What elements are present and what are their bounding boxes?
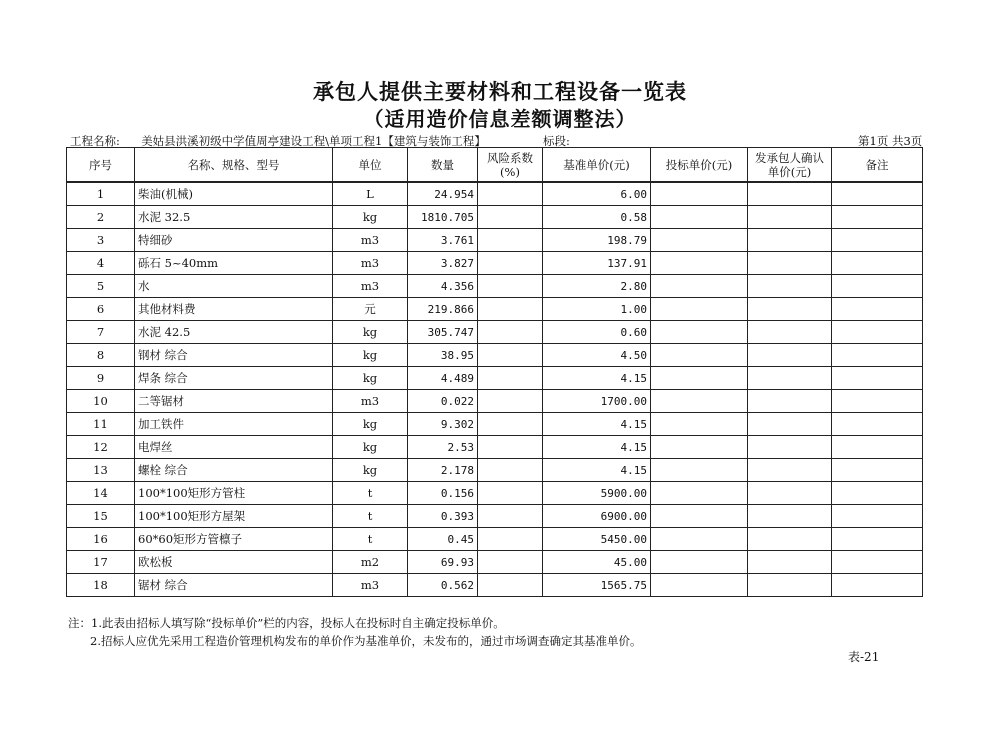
cell-qty: 0.562 xyxy=(408,574,478,597)
cell-unit: 元 xyxy=(333,298,408,321)
cell-remark xyxy=(832,528,923,551)
table-code: 表-21 xyxy=(848,650,880,664)
cell-unit: kg xyxy=(333,459,408,482)
page-title: 承包人提供主要材料和工程设备一览表 xyxy=(313,79,687,104)
table-row xyxy=(67,367,923,390)
cell-no: 7 xyxy=(67,321,135,344)
cell-bid-price xyxy=(651,390,748,413)
cell-qty: 69.93 xyxy=(408,551,478,574)
table-header-row xyxy=(67,148,923,183)
cell-unit: kg xyxy=(333,206,408,229)
cell-bid-price xyxy=(651,551,748,574)
cell-risk xyxy=(478,551,543,574)
cell-bid-price xyxy=(651,436,748,459)
cell-base-price: 4.15 xyxy=(543,413,651,436)
cell-qty: 2.178 xyxy=(408,459,478,482)
cell-risk xyxy=(478,574,543,597)
col-header-bid-price: 投标单价(元) xyxy=(651,148,748,183)
cell-unit: m3 xyxy=(333,275,408,298)
cell-confirm-price xyxy=(748,298,832,321)
table-row xyxy=(67,252,923,275)
cell-qty: 219.866 xyxy=(408,298,478,321)
cell-qty: 24.954 xyxy=(408,182,478,206)
cell-unit: kg xyxy=(333,413,408,436)
cell-risk xyxy=(478,482,543,505)
cell-base-price: 0.58 xyxy=(543,206,651,229)
cell-no: 13 xyxy=(67,459,135,482)
cell-remark xyxy=(832,459,923,482)
notes xyxy=(68,614,641,650)
cell-bid-price xyxy=(651,528,748,551)
table-row xyxy=(67,505,923,528)
table-row xyxy=(67,344,923,367)
table-row xyxy=(67,206,923,229)
cell-name: 水 xyxy=(135,275,333,298)
cell-base-price: 4.15 xyxy=(543,436,651,459)
cell-confirm-price xyxy=(748,206,832,229)
cell-remark xyxy=(832,229,923,252)
cell-risk xyxy=(478,252,543,275)
cell-qty: 3.761 xyxy=(408,229,478,252)
cell-bid-price xyxy=(651,459,748,482)
cell-base-price: 137.91 xyxy=(543,252,651,275)
cell-qty: 4.489 xyxy=(408,367,478,390)
cell-confirm-price xyxy=(748,505,832,528)
cell-confirm-price xyxy=(748,182,832,206)
cell-name: 加工铁件 xyxy=(135,413,333,436)
table-row xyxy=(67,551,923,574)
table-row xyxy=(67,229,923,252)
cell-name: 欧松板 xyxy=(135,551,333,574)
cell-remark xyxy=(832,275,923,298)
cell-bid-price xyxy=(651,275,748,298)
cell-base-price: 45.00 xyxy=(543,551,651,574)
cell-unit: t xyxy=(333,482,408,505)
cell-name: 电焊丝 xyxy=(135,436,333,459)
cell-confirm-price xyxy=(748,436,832,459)
cell-base-price: 0.60 xyxy=(543,321,651,344)
cell-remark xyxy=(832,413,923,436)
cell-unit: kg xyxy=(333,436,408,459)
cell-remark xyxy=(832,206,923,229)
cell-base-price: 2.80 xyxy=(543,275,651,298)
col-header-name: 名称、规格、型号 xyxy=(135,148,333,183)
materials-table xyxy=(66,147,923,597)
cell-unit: kg xyxy=(333,321,408,344)
table-row xyxy=(67,321,923,344)
cell-remark xyxy=(832,252,923,275)
cell-remark xyxy=(832,367,923,390)
cell-no: 2 xyxy=(67,206,135,229)
table-row xyxy=(67,459,923,482)
cell-qty: 0.45 xyxy=(408,528,478,551)
cell-remark xyxy=(832,436,923,459)
cell-base-price: 1700.00 xyxy=(543,390,651,413)
cell-risk xyxy=(478,206,543,229)
cell-confirm-price xyxy=(748,344,832,367)
cell-confirm-price xyxy=(748,528,832,551)
cell-name: 其他材料费 xyxy=(135,298,333,321)
cell-no: 15 xyxy=(67,505,135,528)
cell-bid-price xyxy=(651,344,748,367)
cell-unit: m3 xyxy=(333,574,408,597)
col-header-unit: 单位 xyxy=(333,148,408,183)
cell-qty: 38.95 xyxy=(408,344,478,367)
cell-bid-price xyxy=(651,321,748,344)
page-subtitle: （适用造价信息差额调整法） xyxy=(363,107,637,131)
cell-remark xyxy=(832,505,923,528)
table-row xyxy=(67,413,923,436)
note-1: 注：1.此表由招标人填写除“投标单价”栏的内容，投标人在投标时自主确定投标单价。 xyxy=(68,616,505,630)
cell-base-price: 198.79 xyxy=(543,229,651,252)
cell-risk xyxy=(478,413,543,436)
cell-risk xyxy=(478,436,543,459)
cell-no: 10 xyxy=(67,390,135,413)
cell-remark xyxy=(832,574,923,597)
cell-confirm-price xyxy=(748,574,832,597)
cell-no: 14 xyxy=(67,482,135,505)
cell-no: 17 xyxy=(67,551,135,574)
table-row xyxy=(67,298,923,321)
cell-no: 5 xyxy=(67,275,135,298)
cell-name: 二等锯材 xyxy=(135,390,333,413)
cell-bid-price xyxy=(651,182,748,206)
cell-name: 100*100矩形方屋架 xyxy=(135,505,333,528)
cell-risk xyxy=(478,229,543,252)
cell-bid-price xyxy=(651,413,748,436)
cell-name: 特细砂 xyxy=(135,229,333,252)
cell-name: 100*100矩形方管柱 xyxy=(135,482,333,505)
cell-base-price: 1.00 xyxy=(543,298,651,321)
cell-unit: kg xyxy=(333,367,408,390)
cell-no: 4 xyxy=(67,252,135,275)
cell-no: 11 xyxy=(67,413,135,436)
cell-remark xyxy=(832,390,923,413)
cell-qty: 0.393 xyxy=(408,505,478,528)
cell-risk xyxy=(478,367,543,390)
cell-risk xyxy=(478,321,543,344)
cell-risk xyxy=(478,528,543,551)
project-value: 美姑县洪溪初级中学值周亭建设工程\单项工程1【建筑与装饰工程】 xyxy=(141,134,486,148)
cell-bid-price xyxy=(651,252,748,275)
cell-unit: t xyxy=(333,528,408,551)
cell-unit: L xyxy=(333,182,408,206)
section-label: 标段: xyxy=(543,134,570,148)
cell-confirm-price xyxy=(748,252,832,275)
cell-remark xyxy=(832,344,923,367)
cell-confirm-price xyxy=(748,321,832,344)
cell-qty: 4.356 xyxy=(408,275,478,298)
cell-confirm-price xyxy=(748,459,832,482)
cell-confirm-price xyxy=(748,551,832,574)
cell-risk xyxy=(478,298,543,321)
cell-no: 9 xyxy=(67,367,135,390)
col-header-remark: 备注 xyxy=(832,148,923,183)
note-2: 2.招标人应优先采用工程造价管理机构发布的单价作为基准单价，未发布的，通过市场调查确定其基准单价。 xyxy=(90,634,642,648)
cell-confirm-price xyxy=(748,229,832,252)
cell-qty: 1810.705 xyxy=(408,206,478,229)
cell-bid-price xyxy=(651,229,748,252)
cell-no: 6 xyxy=(67,298,135,321)
col-header-base-price: 基准单价(元) xyxy=(543,148,651,183)
cell-base-price: 4.50 xyxy=(543,344,651,367)
cell-bid-price xyxy=(651,482,748,505)
cell-base-price: 4.15 xyxy=(543,367,651,390)
cell-name: 水泥 42.5 xyxy=(135,321,333,344)
cell-bid-price xyxy=(651,206,748,229)
cell-unit: t xyxy=(333,505,408,528)
col-header-confirm-price: 发承包人确认单价(元) xyxy=(748,148,832,183)
cell-no: 8 xyxy=(67,344,135,367)
table-row xyxy=(67,390,923,413)
col-header-qty: 数量 xyxy=(408,148,478,183)
cell-bid-price xyxy=(651,367,748,390)
cell-risk xyxy=(478,344,543,367)
cell-remark xyxy=(832,482,923,505)
cell-risk xyxy=(478,275,543,298)
cell-risk xyxy=(478,505,543,528)
cell-qty: 305.747 xyxy=(408,321,478,344)
cell-base-price: 5900.00 xyxy=(543,482,651,505)
table-row xyxy=(67,275,923,298)
cell-confirm-price xyxy=(748,390,832,413)
cell-name: 锯材 综合 xyxy=(135,574,333,597)
cell-unit: m3 xyxy=(333,229,408,252)
cell-name: 钢材 综合 xyxy=(135,344,333,367)
table-row xyxy=(67,574,923,597)
cell-remark xyxy=(832,298,923,321)
cell-confirm-price xyxy=(748,367,832,390)
cell-remark xyxy=(832,321,923,344)
cell-qty: 3.827 xyxy=(408,252,478,275)
cell-no: 16 xyxy=(67,528,135,551)
table-row xyxy=(67,482,923,505)
cell-base-price: 4.15 xyxy=(543,459,651,482)
table-row xyxy=(67,182,923,206)
cell-bid-price xyxy=(651,574,748,597)
cell-name: 螺栓 综合 xyxy=(135,459,333,482)
cell-base-price: 5450.00 xyxy=(543,528,651,551)
cell-unit: m2 xyxy=(333,551,408,574)
table-row xyxy=(67,436,923,459)
cell-base-price: 6.00 xyxy=(543,182,651,206)
cell-qty: 2.53 xyxy=(408,436,478,459)
cell-base-price: 6900.00 xyxy=(543,505,651,528)
table-row xyxy=(67,528,923,551)
cell-name: 60*60矩形方管檩子 xyxy=(135,528,333,551)
cell-risk xyxy=(478,459,543,482)
col-header-risk: 风险系数(%) xyxy=(478,148,543,183)
cell-no: 12 xyxy=(67,436,135,459)
col-header-no: 序号 xyxy=(67,148,135,183)
project-label: 工程名称: xyxy=(70,134,120,148)
cell-name: 砾石 5~40mm xyxy=(135,252,333,275)
cell-no: 3 xyxy=(67,229,135,252)
cell-unit: m3 xyxy=(333,390,408,413)
cell-risk xyxy=(478,182,543,206)
cell-confirm-price xyxy=(748,275,832,298)
cell-unit: kg xyxy=(333,344,408,367)
cell-qty: 9.302 xyxy=(408,413,478,436)
cell-bid-price xyxy=(651,298,748,321)
cell-bid-price xyxy=(651,505,748,528)
cell-confirm-price xyxy=(748,413,832,436)
cell-qty: 0.022 xyxy=(408,390,478,413)
cell-name: 柴油(机械) xyxy=(135,182,333,206)
cell-no: 1 xyxy=(67,182,135,206)
cell-qty: 0.156 xyxy=(408,482,478,505)
cell-base-price: 1565.75 xyxy=(543,574,651,597)
page-number: 第1页 共3页 xyxy=(858,134,923,148)
cell-name: 水泥 32.5 xyxy=(135,206,333,229)
cell-risk xyxy=(478,390,543,413)
cell-confirm-price xyxy=(748,482,832,505)
cell-unit: m3 xyxy=(333,252,408,275)
cell-remark xyxy=(832,182,923,206)
cell-remark xyxy=(832,551,923,574)
cell-no: 18 xyxy=(67,574,135,597)
cell-name: 焊条 综合 xyxy=(135,367,333,390)
